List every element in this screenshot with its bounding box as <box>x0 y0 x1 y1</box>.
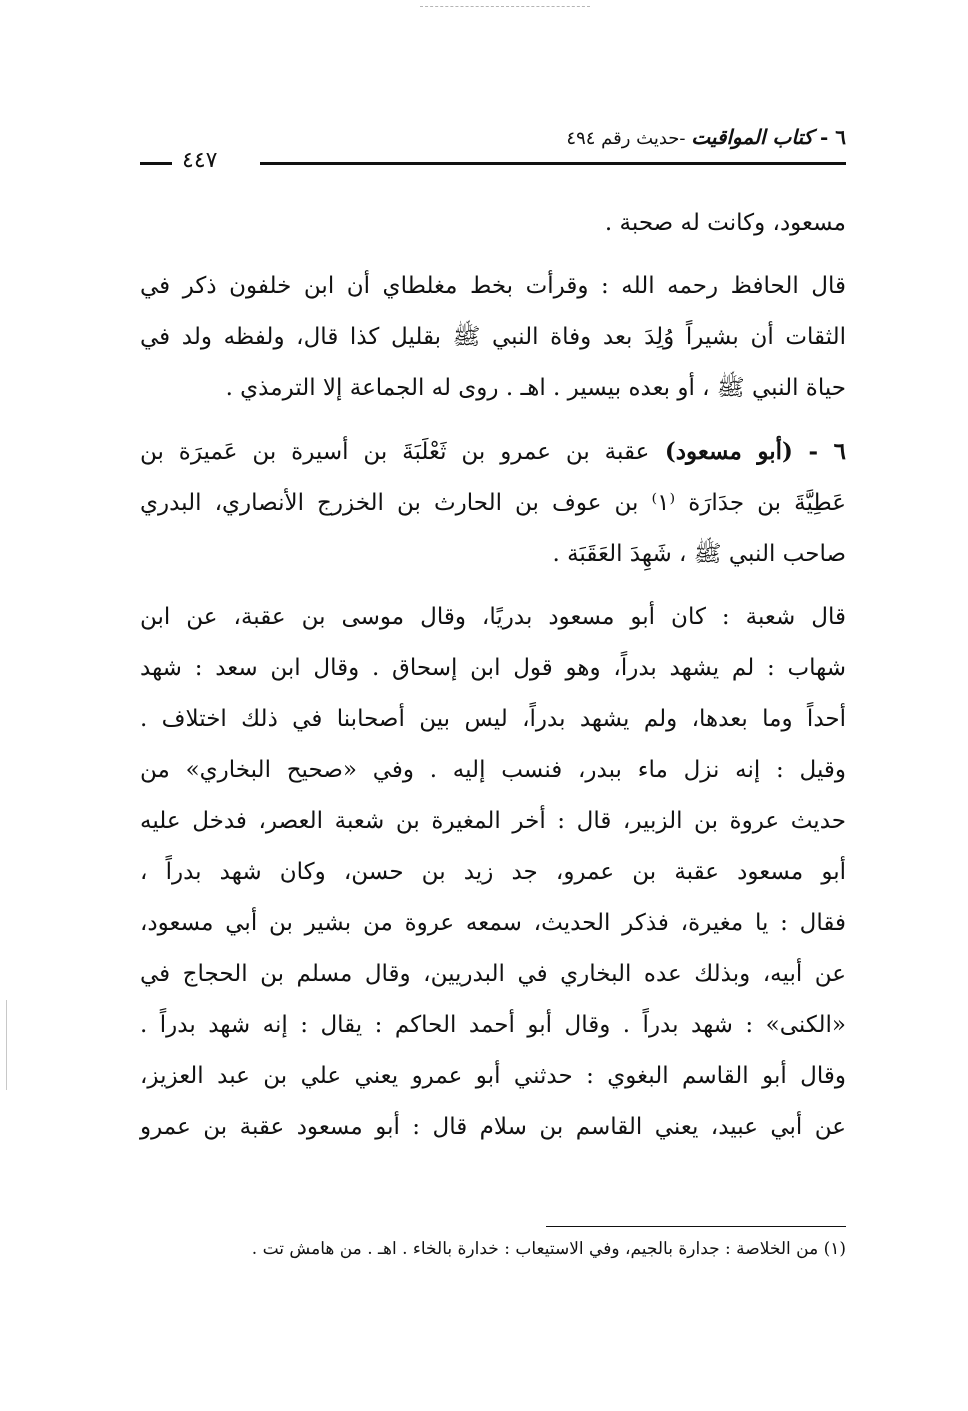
scan-margin-mark <box>6 1000 7 1090</box>
text-line: قال شعبة : كان أبو مسعود بدريًا، وقال موسى بن عقبة، عن ابن <box>140 604 846 630</box>
text-line: شهاب : لم يشهد بدراً، وهو قول ابن إسحاق . وقال ابن سعد : شهد <box>140 655 846 681</box>
chapter-number: ٦ - <box>813 125 846 149</box>
text-line: مسعود، وكانت له صحبة . <box>604 210 846 236</box>
hadith-reference: -حديث رقم ٤٩٤ <box>566 128 692 149</box>
page-number-dash <box>140 162 172 165</box>
paragraph <box>140 592 846 1153</box>
entry-heading: ٦ - (أبو مسعود) <box>649 438 846 465</box>
page-body <box>140 198 846 1153</box>
text-line: حياة النبي ﷺ ، أو بعده بيسير . اهـ . روى له الجماعة إلا الترمذي . <box>225 375 846 401</box>
text-line: وقال أبو القاسم البغوي : حدثني أبو عمرو يعني علي بن عبد العزيز، <box>140 1063 846 1089</box>
text-line-rest: عقبة بن عمرو بن ثَعْلَبَةَ بن أسيرة بن عَميرَة بن <box>140 439 650 465</box>
text-line: قال الحافظ رحمه الله : وقرأت بخط مغلطاي أن ابن خلفون ذكر في <box>140 273 846 299</box>
paragraph <box>140 426 846 580</box>
footnote: (١) من الخلاصة : جدارة بالجيم، وفي الاستيعاب : خدارة بالخاء . اهـ . من هامش تت . <box>251 1239 846 1259</box>
text-line: عن أبيه، وبذلك عده البخاري في البدريين، وقال مسلم بن الحجاج في <box>140 961 846 987</box>
text-line: صاحب النبي ﷺ ، شَهِدَ العَقَبَة . <box>552 541 846 567</box>
scan-edge-line <box>420 6 590 7</box>
paragraph <box>140 261 846 414</box>
paragraph <box>140 198 846 249</box>
header-title-row <box>566 124 846 152</box>
running-header <box>140 118 846 178</box>
page-number: ٤٤٧ <box>182 148 218 173</box>
text-line: أبو مسعود عقبة بن عمرو، جد زيد بن حسن، وكان شهد بدراً ، <box>140 859 846 885</box>
header-rule <box>260 162 846 165</box>
text-line: عن أبي عبيد، يعني القاسم بن سلام قال : أبو مسعود عقبة بن عمرو <box>140 1114 846 1140</box>
book-title: كتاب المواقيت <box>691 125 814 149</box>
text-line: أحداً وما بعدها، ولم يشهد بدراً، ليس بين أصحابنا في ذلك اختلاف . <box>140 706 846 732</box>
text-line: حديث عروة بن الزبير، قال : أخر المغيرة بن شعبة العصر، فدخل عليه <box>140 808 846 834</box>
text-line: الثقات أن بشيراً وُلِدَ بعد وفاة النبي ﷺ بقليل كذا قال، ولفظه ولد في <box>140 324 846 350</box>
text-line <box>140 426 846 478</box>
text-line: «الكنى» : شهد بدراً . وقال أبو أحمد الحاكم : يقال : إنه شهد بدراً . <box>140 1012 846 1038</box>
text-line: فقال : يا مغيرة، فذكر الحديث، سمعه عروة من بشير بن أبي مسعود، <box>140 910 846 936</box>
footnote-rule <box>546 1226 846 1227</box>
text-line: عَطِيَّةَ بن جدَارَة ⁽١⁾ بن عوف بن الحارث بن الخزرج الأنصاري، البدري <box>140 490 846 516</box>
text-line: وقيل : إنه نزل ماء ببدر، فنسب إليه . وفي «صحيح البخاري» من <box>140 757 846 783</box>
